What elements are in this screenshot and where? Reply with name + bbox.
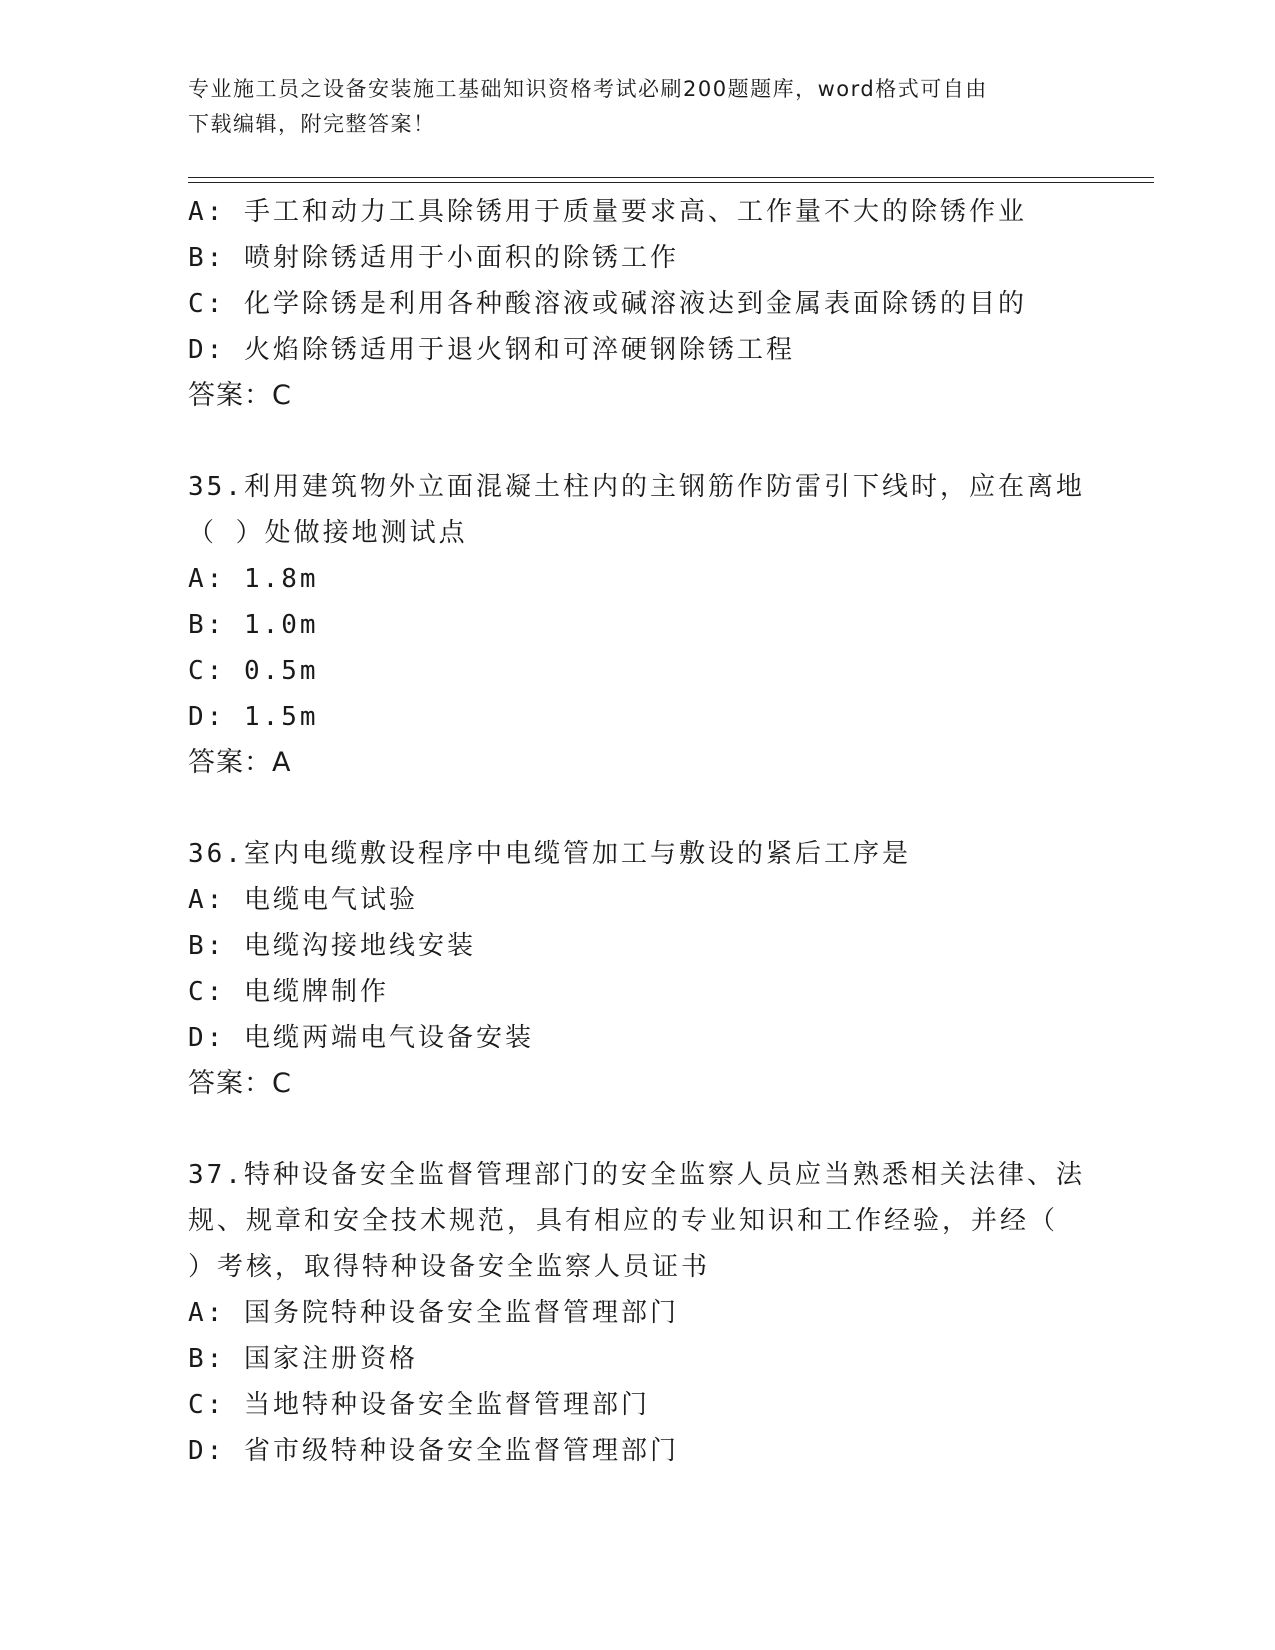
option-b: B: 国家注册资格 — [188, 1344, 418, 1374]
question-text: 35.利用建筑物外立面混凝土柱内的主钢筋作防雷引下线时，应在离地 — [188, 472, 1085, 502]
answer: 答案：C — [188, 1068, 292, 1099]
header-rule-top — [188, 177, 1154, 178]
question-content — [188, 189, 1088, 1474]
question-text-cont: 规、规章和安全技术规范，具有相应的专业知识和工作经验，并经（ — [188, 1206, 1059, 1236]
question-text: 37.特种设备安全监督管理部门的安全监察人员应当熟悉相关法律、法 — [188, 1160, 1085, 1190]
option-a: A: 电缆电气试验 — [188, 885, 418, 915]
question-text-cont: （ ）处做接地测试点 — [188, 518, 468, 548]
question-text: 36.室内电缆敷设程序中电缆管加工与敷设的紧后工序是 — [188, 839, 911, 869]
option-d: D: 省市级特种设备安全监督管理部门 — [188, 1436, 679, 1466]
option-a: A: 国务院特种设备安全监督管理部门 — [188, 1298, 679, 1328]
option-c: C: 当地特种设备安全监督管理部门 — [188, 1390, 650, 1420]
option-a: A: 1.8m — [188, 564, 319, 594]
option-d: D: 电缆两端电气设备安装 — [188, 1023, 534, 1053]
header-line-1: 专业施工员之设备安装施工基础知识资格考试必刷200题题库，word格式可自由 — [188, 77, 988, 101]
question-block-35 — [188, 464, 1088, 786]
option-b: B: 电缆沟接地线安装 — [188, 931, 476, 961]
header-rule-bottom — [188, 182, 1154, 183]
option-b: B: 1.0m — [188, 610, 319, 640]
option-a: A: 手工和动力工具除锈用于质量要求高、工作量不大的除锈作业 — [188, 197, 1027, 227]
answer: 答案：A — [188, 747, 292, 778]
option-d: D: 1.5m — [188, 702, 319, 732]
question-block-37 — [188, 1152, 1088, 1474]
header-line-2: 下载编辑，附完整答案！ — [188, 112, 436, 136]
option-d: D: 火焰除锈适用于退火钢和可淬硬钢除锈工程 — [188, 335, 795, 365]
question-block-34 — [188, 189, 1088, 419]
option-c: C: 化学除锈是利用各种酸溶液或碱溶液达到金属表面除锈的目的 — [188, 289, 1027, 319]
option-b: B: 喷射除锈适用于小面积的除锈工作 — [188, 243, 679, 273]
option-c: C: 电缆牌制作 — [188, 977, 389, 1007]
option-c: C: 0.5m — [188, 656, 319, 686]
question-block-36 — [188, 831, 1088, 1107]
answer: 答案：C — [188, 380, 292, 411]
question-text-cont-2: ）考核，取得特种设备安全监察人员证书 — [188, 1252, 711, 1282]
document-header — [188, 72, 1088, 142]
